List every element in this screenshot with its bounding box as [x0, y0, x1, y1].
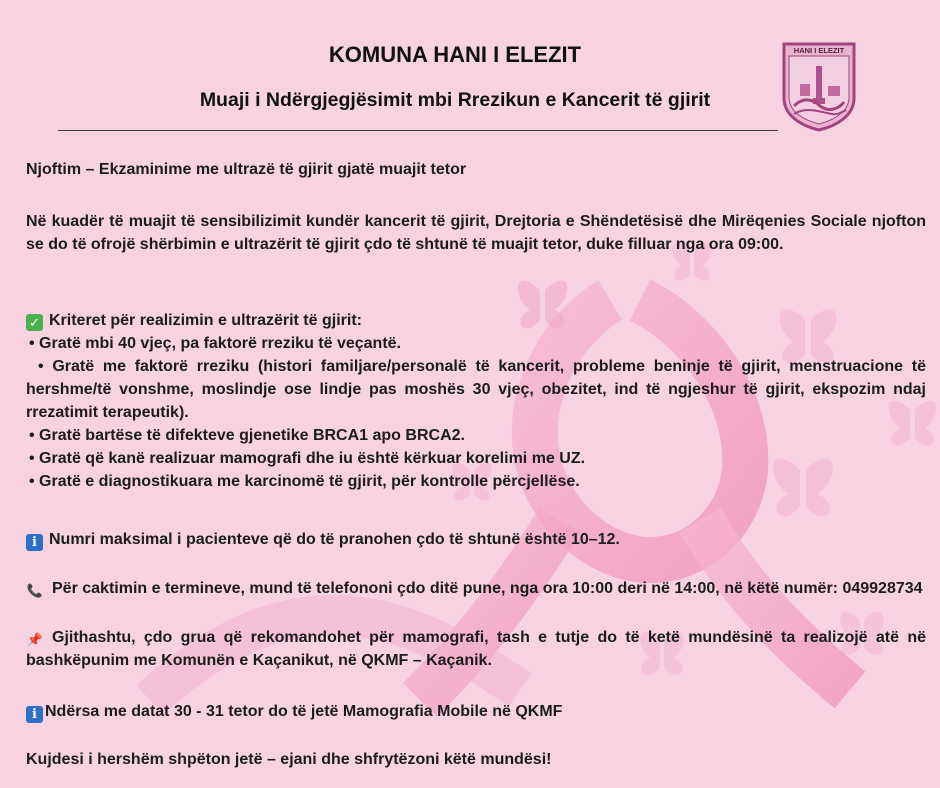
svg-text:HANI I ELEZIT: HANI I ELEZIT: [793, 46, 845, 55]
municipality-emblem-logo: [780, 40, 858, 132]
check-mark-icon: ✓: [26, 314, 43, 331]
closing-message: Kujdesi i hershëm shpëton jetë – ejani dhe shfrytëzoni këtë mundësi!: [26, 751, 552, 768]
notice-intro: Në kuadër të muajit të sensibilizimit kundër kancerit të gjirit, Drejtoria e Shëndetësisë dhe Mirëqenies Sociale njofton se do të ofrojë shërbimin e ultrazërit të gjirit çdo të shtunë të muajit tetor, duke filluar nga ora 09:00.: [26, 213, 926, 253]
criteria-item: • Gratë që kanë realizuar mamografi dhe iu është kërkuar korelimi me UZ.: [29, 450, 586, 467]
criteria-title: Kriteret për realizimin e ultrazërit të gjirit:: [49, 312, 362, 329]
criteria-item: • Gratë me faktorë rreziku (histori familjare/personalë të kancerit, probleme beninje të gjirit, menstruacione të hershme/të vonshme, moslindje ose lindje pas moshës 30 vjeç, obezitet, ind të ngjeshur të gjirit, ekspozim ndaj rrezatimit terapeutik).: [26, 358, 926, 421]
page-subtitle: Muaji i Ndërgjegjësimit mbi Rrezikun e Kancerit të gjirit: [199, 89, 711, 111]
criteria-section: [26, 309, 926, 493]
telephone-icon: 📞: [26, 583, 44, 598]
header-divider: [58, 130, 778, 131]
contact-phone: 📞 Për caktimin e termineve, mund të telefononi çdo ditë pune, nga ora 10:00 deri në 14:00, në këtë numër: 049928734: [26, 580, 923, 598]
patients-note: i Numri maksimal i pacienteve që do të pranohen çdo të shtunë është 10–12.: [26, 528, 926, 551]
mobile-mammography-note: i Ndërsa me datat 30 - 31 tetor do të jetë Mamografia Mobile në QKMF: [26, 700, 926, 723]
contact-mammography: 📌 Gjithashtu, çdo grua që rekomandohet për mamografi, tash e tutje do të ketë mundësinë ta realizojë atë në bashkëpunim me Komunën e Kaçanikut, në QKMF – Kaçanik.: [26, 629, 926, 669]
criteria-item: • Gratë bartëse të difekteve gjenetike BRCA1 apo BRCA2.: [29, 427, 465, 444]
pushpin-icon: 📌: [26, 632, 44, 647]
notice-heading: Njoftim – Ekzaminime me ultrazë të gjirit gjatë muajit tetor: [26, 161, 467, 178]
criteria-item: • Gratë mbi 40 vjeç, pa faktorë rreziku të veçantë.: [29, 335, 401, 352]
page-title: KOMUNA HANI I ELEZIT: [328, 42, 582, 67]
information-icon: i: [26, 534, 43, 551]
criteria-item: • Gratë e diagnostikuara me karcinomë të gjirit, për kontrolle përcjellëse.: [29, 473, 580, 490]
information-icon: i: [26, 706, 43, 723]
